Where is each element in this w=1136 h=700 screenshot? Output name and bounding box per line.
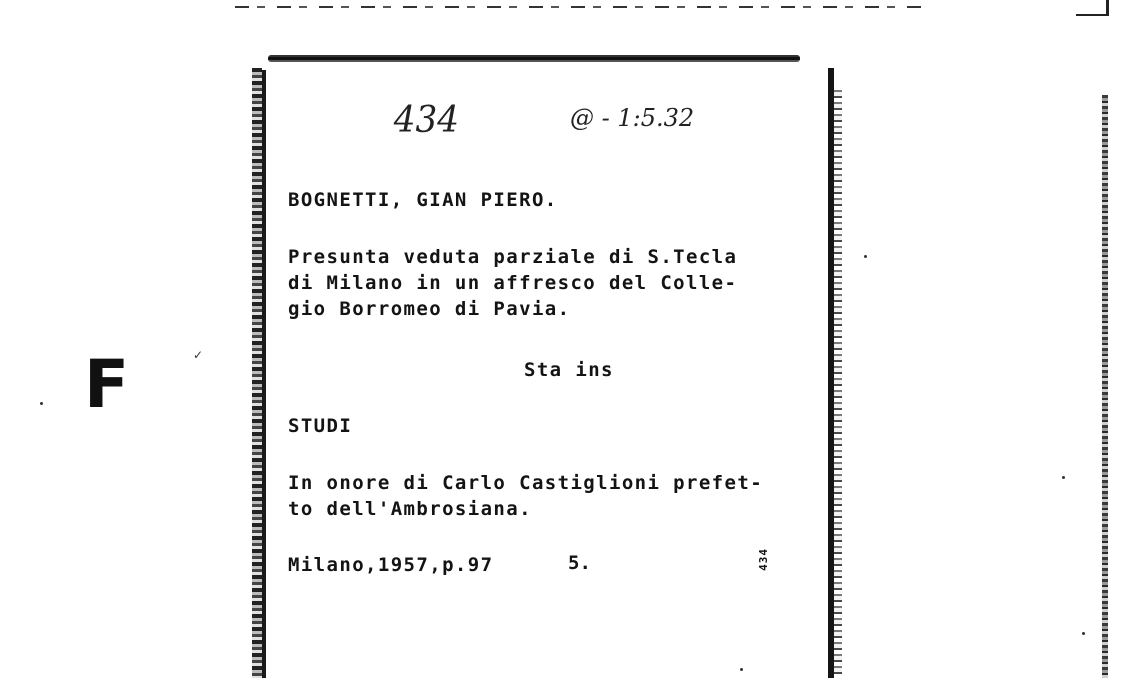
signature-line: Sta ins — [524, 359, 614, 381]
speck — [1062, 476, 1065, 479]
imprint-extra: 5. — [568, 552, 591, 574]
handwritten-shelfmark: @ - 1:5.32 — [570, 104, 695, 132]
title-line: gio Borromeo di Pavia. — [288, 298, 571, 320]
card-top-edge — [268, 55, 800, 62]
series-line: STUDI — [288, 415, 353, 437]
card-right-edge — [834, 90, 842, 678]
author-line: BOGNETTI, GIAN PIERO. — [288, 189, 558, 211]
handwritten-number: 434 — [393, 100, 460, 141]
card-left-border — [262, 70, 266, 678]
tab-letter: F — [84, 346, 130, 423]
honor-line: In onore di Carlo Castiglioni prefet- — [288, 472, 764, 494]
adjacent-card-edge — [1102, 95, 1108, 678]
speck — [864, 255, 867, 258]
honor-line: to dell'Ambrosiana. — [288, 498, 532, 520]
speck — [40, 402, 43, 405]
honor-block — [288, 470, 763, 522]
title-block — [288, 244, 737, 322]
title-line: Presunta veduta parziale di S.Tecla — [288, 246, 738, 268]
speck — [1082, 632, 1085, 635]
title-line: di Milano in un affresco del Colle- — [288, 272, 738, 294]
check-mark-icon: ✓ — [193, 348, 204, 362]
scan-top-edge — [235, 6, 925, 8]
vertical-number: 434 — [757, 548, 770, 571]
imprint-line: Milano,1957,p.97 — [288, 554, 494, 576]
adjacent-card-corner — [1076, 0, 1109, 16]
card-left-edge — [252, 68, 262, 678]
